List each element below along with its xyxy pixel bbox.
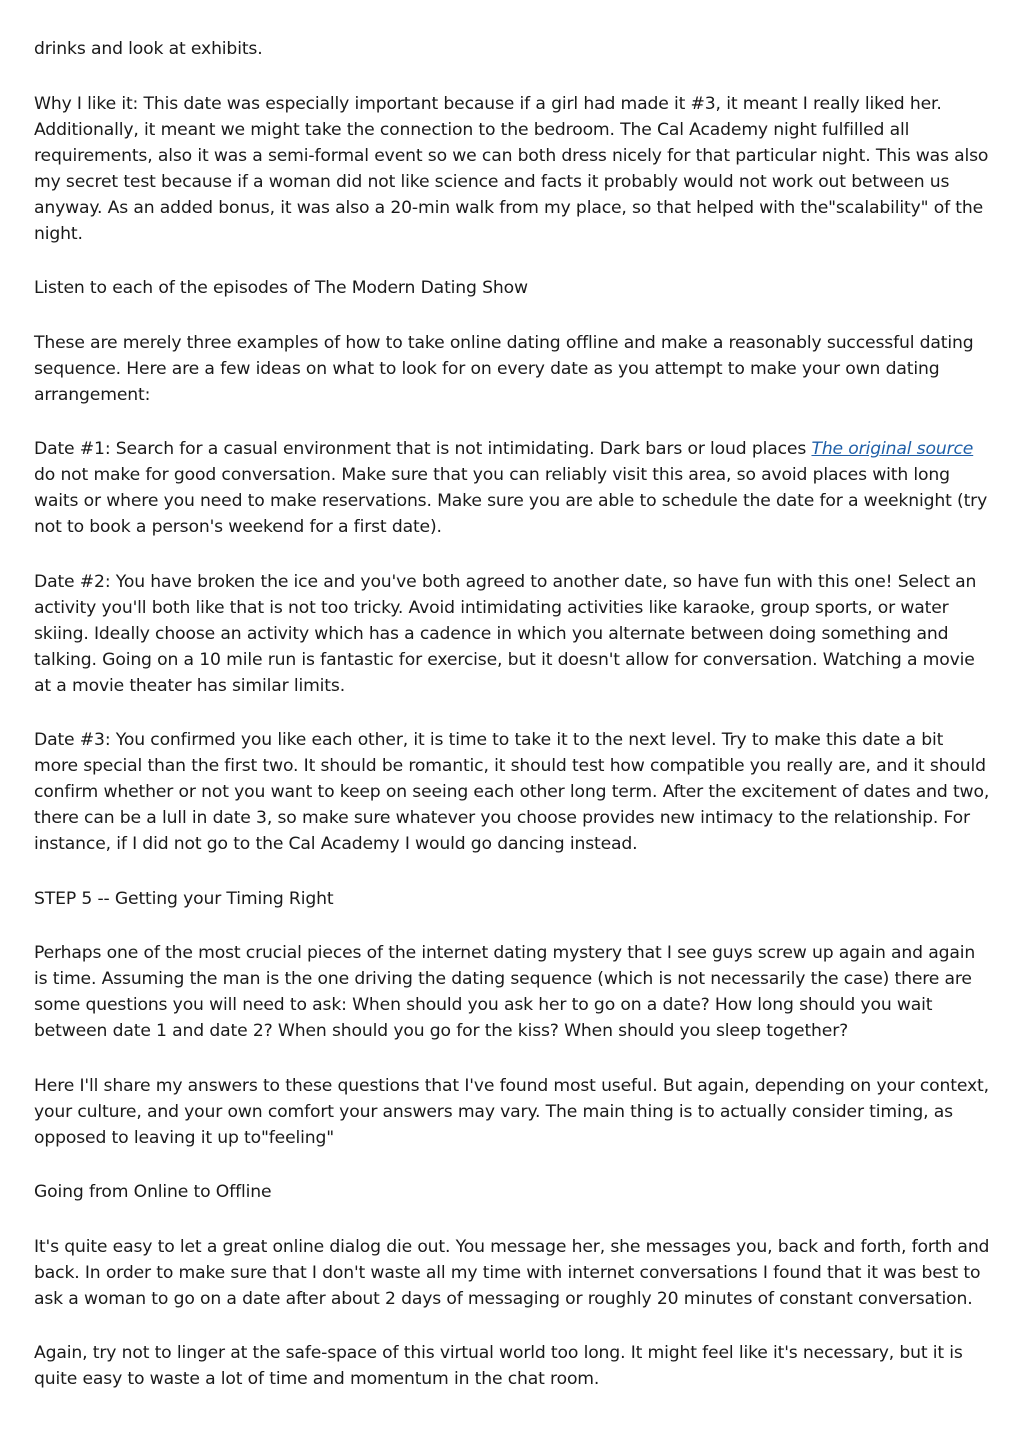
document-body (34, 36, 992, 1421)
heading-step-5: STEP 5 -- Getting your Timing Right (34, 888, 334, 909)
heading-online-to-offline: Going from Online to Offline (34, 1182, 272, 1202)
paragraph-my-answers: Here I'll share my answers to these questions that I've found most useful. But again, depending on your context, your culture, and your own comfort your answers may vary. The main thing is to actually consider timing, as opposed to leaving it up to"feeling" (34, 1075, 989, 1148)
paragraph-why-i-like-it: Why I like it: This date was especially important because if a girl had made it #3, it meant I really liked her. Additionally, it meant we might take the connection to the bedroom. The Cal Academy night fulfilled all requirements, also it was a semi-formal event so we can both dress nicely for that particular night. This was also my secret test because if a woman did not like science and facts it probably would not work out between us anyway. As an added bonus, it was also a 20-min walk from my place, so that helped with the"scalability" of the night. (34, 93, 989, 244)
paragraph-three-examples: These are merely three examples of how to take online dating offline and make a reasonably successful dating sequence. Here are a few ideas on what to look for on every date as you attempt to make your own dating arrangement: (34, 332, 974, 405)
original-source-link[interactable]: The original source (811, 439, 974, 459)
paragraph-online-dialog: It's quite easy to let a great online dialog die out. You message her, she messages you, back and forth, forth and back. In order to make sure that I don't waste all my time with internet conversations I found that it was best to ask a woman to go on a date after about 2 days of messaging or roughly 20 minutes of constant conversation. (34, 1236, 990, 1309)
paragraph-date-1 (34, 436, 992, 540)
paragraph-date-3: Date #3: You confirmed you like each other, it is time to take it to the next level. Try to make this date a bit more special than the first two. It should be romantic, it should test how compatible you really are, and it should confirm whether or not you want to keep on seeing each other long term. After the excitement of dates and two, there can be a lull in date 3, so make sure whatever you choose provides new intimacy to the relationship. For instance, if I did not go to the Cal Academy I would go dancing instead. (34, 730, 990, 854)
paragraph-timing-mystery: Perhaps one of the most crucial pieces of the internet dating mystery that I see guys screw up again and again is time. Assuming the man is the one driving the dating sequence (which is not necessarily the case) there are some questions you will need to ask: When should you ask her to go on a date? How long should you wait between date 1 and date 2? When should you go for the kiss? When should you sleep together? (34, 943, 976, 1041)
date-1-text-before: Date #1: Search for a casual environment that is not intimidating. Dark bars or loud places (34, 439, 812, 459)
paragraph-date-2: Date #2: You have broken the ice and you've both agreed to another date, so have fun with this one! Select an activity you'll both like that is not too tricky. Avoid intimidating activities like karaoke, group sports, or water skiing. Ideally choose an activity which has a cadence in which you alternate between doing something and talking. Going on a 10 mile run is fantastic for exercise, but it doesn't allow for conversation. Watching a movie at a movie theater has similar limits. (34, 571, 977, 696)
paragraph-listen-show: Listen to each of the episodes of The Modern Dating Show (34, 278, 528, 298)
date-1-text-after: do not make for good conversation. Make sure that you can reliably visit this area, so avoid places with long waits or where you need to make reservations. Make sure you are able to schedule the date for a weeknight (try not to book a person's weekend for a first date). (34, 465, 988, 537)
paragraph-linger: Again, try not to linger at the safe-space of this virtual world too long. It might feel like it's necessary, but it is quite easy to waste a lot of time and momentum in the chat room. (34, 1343, 963, 1389)
paragraph-exhibits: drinks and look at exhibits. (34, 39, 263, 59)
